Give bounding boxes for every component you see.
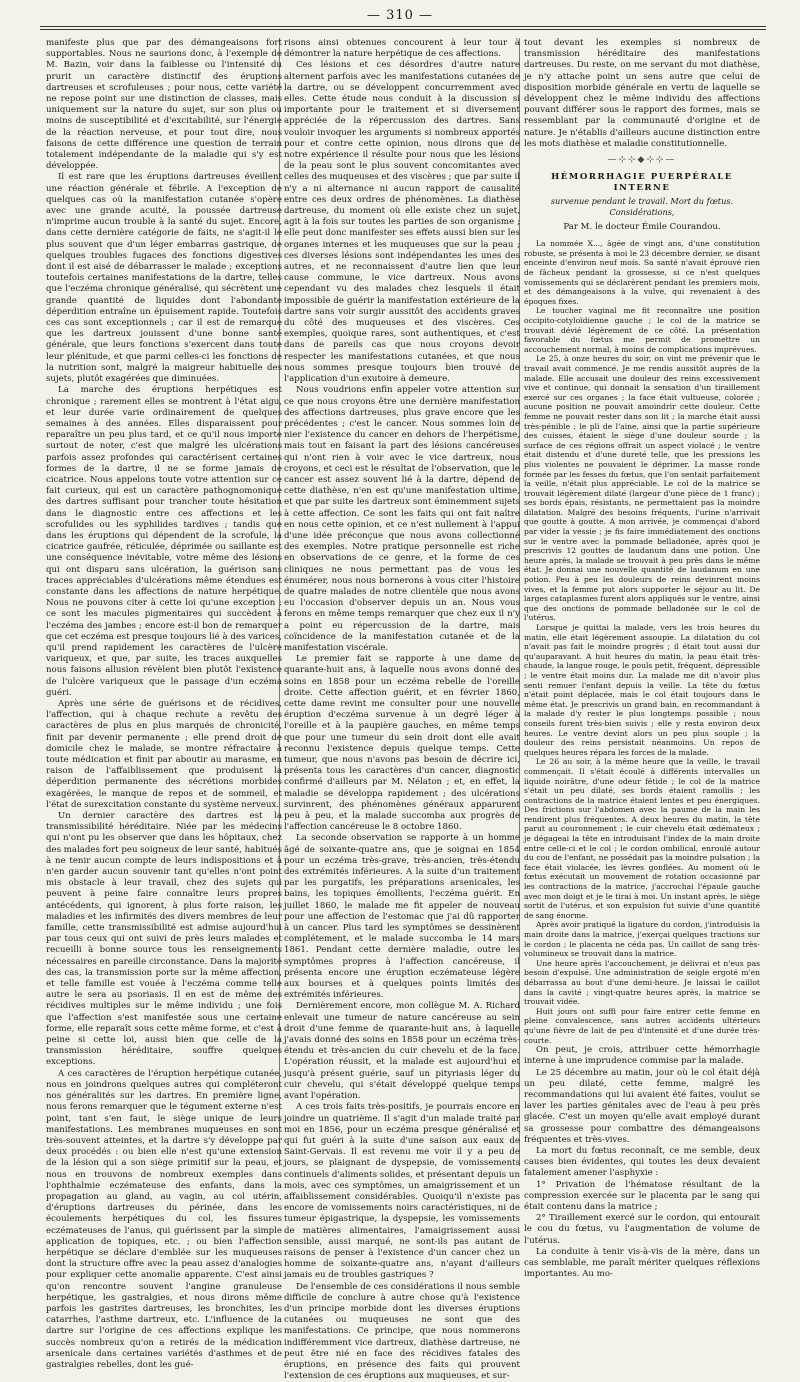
paragraph: De l'ensemble de ces considérations il nous semble difficile de conclure à autre chose qu'à l'existence d'un principe morbide dont les diverses éruptions cutanées ou muqueuses ne sont que des manifestations. Ce principe, que nous nommerons indifféremment vice dartreux, diathèse dartreuse, ne peut être nié en face des récidives fatales des éruptions, en présence des faits qui prouvent l'extension de ces éruptions aux muqueuses, et sur- xyxy=(284,1281,520,1382)
paragraph: La nommée X..., âgée de vingt ans, d'une constitution robuste, se présenta à moi le 23 décembre dernier, se disant enceinte d'environ neuf mois. Sa santé n'avait éprouvé rien de fâcheux pendant la grossesse, si ce n'est quelques vomissements qui se déclarèrent pendant les premiers mois, et des démangeaisons à la vulve, qui revenaient à des époques fixes. xyxy=(524,239,760,306)
paragraph: Le 25, à onze heures du soir, on vint me prévenir que le travail avait commencé. Je me rendis aussitôt auprès de la malade. Elle accusait une douleur des reins excessivement vive et continue, qui donnait la sensation d'un tiraillement exercé sur ces organes ; la face était vultueuse, colorée ; aucune position ne pouvait amoindrir cette douleur. Cette femme ne pouvait rester dans son lit ; la marche était aussi très-pénible ; le pli de l'aine, ainsi que la partie supérieure des cuisses, étaient le siège d'une douleur sourde ; la surface de ces régions offrait un aspect violacé ; le ventre était distendu et d'une dureté telle, que les pressions les plus violentes ne pouvaient le déprimer. La masse ronde formée par les fesses du fœtus, que l'on sentait parfaitement la veille, n'était plus appréciable. Le col de la matrice se trouvait légèrement dilaté (largeur d'une pièce de 1 franc) ; ses bords épais, résistants, ne permettaient pas la moindre dilatation. Malgré des besoins fréquents, l'urine n'arrivait que goutte à goutte. A mon arrivée, je commençai d'abord par vider la vessie ; je fis faire immédiatement des onctions sur le ventre avec la pommade belladonée, après quoi je prescrivis 12 gouttes de laudanum dans une potion. Une heure après, la malade se trouvait à peu près dans le même état. Je donnai une nouvelle quantité de laudanum en une potion. Peu à peu les douleurs de reins devinrent moins vives, et la femme put alors supporter le séjour au lit. De larges cataplasmes furent alors appliqués sur le ventre, ainsi que des onctions de pommade belladonée sur le col de l'utérus. xyxy=(524,354,760,623)
paragraph: Lorsque je quittai la malade, vers les trois heures du matin, elle était légèrement assoupie. La dilatation du col n'avait pas fait le moindre progrès ; il était tout aussi dur qu'auparavant. A huit heures du matin, la peau était très-chaude, la langue rouge, le pouls petit, fréquent, dépressible ; le ventre était moins dur. La malade me dit n'avoir plus senti remuer l'enfant depuis la veille. La tête du fœtus n'était point déplacée, mais le col était toujours dans le même état. Je prescrivis un grand bain, en recommandant à la malade d'y rester le plus longtemps possible ; nous conseils furent très-bien suivis ; elle y resta environ deux heures. Le ventre devint alors un peu plus souple ; la douleur des reins persistait néanmoins. Un repos de quelques heures répara les forces de la malade. xyxy=(524,623,760,757)
paragraph: La conduite à tenir vis-à-vis de la mère, dans un cas semblable, me paraît mériter quelques réflexions importantes. Au mo- xyxy=(524,1246,760,1280)
paragraph: Le toucher vaginal me fit reconnaître une position occipito-cotyloïdienne gauche ; le col de la matrice se trouvait dévié légèrement de ce côté. La présentation favorable du fœtus me permit de promettre un accouchement normal, à moins de complications imprévues. xyxy=(524,306,760,354)
page-number: — 310 — xyxy=(366,8,434,23)
article-byline: Par M. le docteur Émile Courandou. xyxy=(563,222,721,233)
column-right xyxy=(524,38,760,1280)
paragraph: tout devant les exemples si nombreux de transmission héréditaire des manifestations dartreuses. Du reste, on me servant du mot diathèse, je n'y attache point un sens autre que celui de disposition morbide générale en vertu de laquelle se développent chez le même individu des affections pouvant différer sous le rapport des formes, mais se ressemblant par la communauté d'origine et de nature. Je n'établis d'ailleurs aucune distinction entre les mots diathèse et maladie constitutionnelle. xyxy=(524,38,760,149)
paragraph: Le 26 au soir, à la même heure que la veille, le travail commençait. Il s'était écoulé à différents intervalles un liquide noirâtre, d'une odeur fétide ; le col de la matrice s'était un peu dilaté, ses bords étaient ramollis ; les contractions de la matrice étaient lentes et peu énergiques. Des frictions sur l'abdomen avec la paume de la main les rendirent plus fréquentes. A deux heures du matin, la tête parut au couronnement ; le cuir chevelu était œdémateux ; je dégageai la tête en introduisant l'index de la main droite entre celle-ci et le col ; le cordon ombilical, enroulé autour du cou de l'enfant, ne possédait pas la moindre pulsation ; la face était violacée, les lèvres gonflées. Au moment où le fœtus exécutait un mouvement de rotation occasionné par les contractions de la matrice, j'accrochai l'épaule gauche avec mon doigt et je le tirai à moi. Un instant après, le siège sortit de l'utérus, et son expulsion fut suivie d'une quantité de sang énorme. xyxy=(524,757,760,920)
paragraph: A ces trois faits très-positifs, je pourrais encore en joindre un quatrième. Il s'agit d'un malade traité par moi en 1856, pour un eczéma presque généralisé et qui fut guéri à la suite d'une saison aux eaux de Saint-Gervais. Il est revenu me voir il y a peu de jours, se plaignant de dyspepsie, de vomissements continuels d'aliments solides, et présentant depuis un mois, avec ces symptômes, un amaigrissement et un affaiblissement considérables. Quoiqu'il n'existe pas encore de vomissements noirs caractéristiques, ni de tumeur épigastrique, la dyspepsie, les vomissements de matières alimentaires, l'amaigrissement aussi sensible, aussi marqué, ne sont-ils pas autant de raisons de penser à l'existence d'un cancer chez un homme de soixante-quatre ans, n'ayant d'ailleurs jamais eu de troubles gastriques ? xyxy=(284,1102,520,1281)
paragraph: Le 25 décembre au matin, jour où le col était déjà un peu dilaté, cette femme, malgré les recommandations qui lui avaient été faites, voulut se laver les parties génitales avec de l'eau à peu près glacée. C'est un moyen qu'elle avait employé durant sa grossesse pour combattre des démangeaisons fréquentes et très-vives. xyxy=(524,1067,760,1145)
paragraph: Il est rare que les éruptions dartreuses éveillent une réaction générale et fébrile. A l'exception de quelques cas où la manifestation cutanée s'opère avec une grande acuité, la poussée dartreuse n'imprime aucun trouble à la santé du sujet. Encore, dans cette dernière catégorie de faits, ne s'agit-il le plus souvent que d'un léger embarras gastrique, de quelques troubles fugaces des fonctions digestives dont il est aisé de débarrasser le malade ; exceptions toutefois certaines manifestations de la dartre, telles que l'eczéma chronique généralisé, qui sécrètent une grande quantité de liquides dont l'abondante déperdition entraîne un épuisement rapide. Toutefois ces cas sont exceptionnels ; car il est de remarque que les dartreux jouissent d'une bonne santé générale, que leurs fonctions s'exercent dans toute leur plénitude, et que parmi celles-ci les fonctions de la nutrition sont, malgré la maigreur habituelle des sujets, plutôt exagérées que diminuées. xyxy=(46,172,282,385)
paragraph: risons ainsi obtenues concourent à leur tour à démontrer la nature herpétique de ces affections. xyxy=(284,38,520,60)
column-middle xyxy=(284,38,520,1382)
section-separator: —⊹⊹◆⊹⊹— xyxy=(607,155,677,166)
paragraph: Nous voudrions enfin appeler votre attention sur ce que nous croyons être une dernière manifestation des affections dartreuses, plus grave encore que les précédentes ; c'est le cancer. Nous sommes loin de nier l'existence du cancer en dehors de l'herpétisme, mais tout en faisant la part des lésions cancéreuses qui n'ont rien à voir avec le vice dartreux, nous croyons, et ceci est le résultat de l'observation, que le cancer est assez souvent lié à la dartre, dépend de cette diathèse, n'en est qu'une manifestation ultime, et que par suite les dartreux sont éminemment sujets à cette affection. Ce sont les faits qui ont fait naître en nous cette opinion, et ce n'est nullement à l'appui d'une idée préconçue que nous avons collectionné des exemples. Notre pratique personnelle est riche en observations de ce genre, et la forme de ces cliniques ne nous permettant pas de vous les énumérer, nous nous bornerons à vous citer l'histoire de quatre malades de notre clientèle que nous avons eu l'occasion d'observer depuis un an. Nous vous ferons en même temps remarquer que chez eux il n'y a point eu répercussion de la dartre, mais coïncidence de la manifestation cutanée et de la manifestation viscérale. xyxy=(284,385,520,653)
paragraph: La seconde observation se rapporte à un homme âgé de soixante-quatre ans, que je soignai en 1854 pour un eczéma très-grave, très-ancien, très-étendu des extrémités inférieures. A la suite d'un traitement par les purgatifs, les préparations arsenicales, les bains, les topiques émollients, l'eczéma guérit. En juillet 1860, le malade me fit appeler de nouveau pour une affection de l'estomac que j'ai dû rapporter à un cancer. Plus tard les symptômes se dessinèrent complétement, et le malade succomba le 14 mars 1861. Pendant cette dernière maladie, outre les symptômes propres à l'affection cancéreuse, il présenta encore une éruption eczémateuse légère aux bourses et à quelques points limités des extrémités inférieures. xyxy=(284,833,520,1001)
article-title: HÉMORRHAGIE PUERPÉRALE INTERNE xyxy=(551,172,733,194)
paragraph: Après avoir pratiqué la ligature du cordon, j'introduisis la main droite dans la matrice, j'exerçai quelques tractions sur le cordon ; le placenta ne céda pas. Un caillot de sang très-volumineux se trouvait dans la matrice. xyxy=(524,920,760,959)
paragraph: 1° Privation de l'hématose résultant de la compression exercée sur le placenta par le sang qui était contenu dans la matrice ; xyxy=(524,1179,760,1212)
paragraph: Une heure après l'accouchement, je délivrai et n'eus pas besoin d'expulsé. Une administration de seigle ergoté m'en débarrassa au bout d'une demi-heure. Je laissai le caillot dans la cavité ; vingt-quatre heures après, la matrice se trouvait vidée. xyxy=(524,958,760,1007)
paragraph: La mort du fœtus reconnaît, ce me semble, deux causes bien évidentes, qui toutes les deux devaient fatalement amener l'asphyxie : xyxy=(524,1145,760,1179)
paragraph: Huit jours ont suffi pour faire entrer cette femme en pleine convalescence, sans autres accidents ultérieurs qu'une fièvre de lait de peu d'intensité et d'une durée très-courte. xyxy=(524,1006,760,1045)
column-left xyxy=(46,38,282,1370)
paragraph: Ces lésions et ces désordres d'autre nature alternent parfois avec les manifestations cutanées de la dartre, ou se développent concurremment avec elles. Cette étude nous conduit à la discussion si importante pour le traitement et si diversement appréciée de la répercussion des dartres. Sans vouloir invoquer les arguments si nombreux apportés pour et contre cette opinion, nous dirons que de notre expérience il résulte pour nous que les lésions de la peau sont le plus souvent concomitantes avec celles des muqueuses et des viscères ; que par suite il n'y a ni alternance ni aucun rapport de causalité entre ces deux ordres de phénomènes. La diathèse dartreuse, du moment où elle existe chez un sujet, agit à la fois sur toutes les parties de son organisme ; elle peut donc manifester ses effets aussi bien sur les organes internes et les muqueuses que sur la peau ; ces diverses lésions sont indépendantes les unes des autres, et ne reconnaissent d'autre lien que leur cause commune, le vice dartreux. Nous avons cependant vu des malades chez lesquels il était impossible de guérir la manifestation extérieure de la dartre sans voir surgir aussitôt des accidents graves du côté des muqueuses et des viscères. Ces exemples, quoique rares, sont authentiques, et c'est dans de pareils cas que nous croyons devoir respecter les manifestations cutanées, et que nous nous sommes presque toujours bien trouvé de l'application d'un exutoire à demeure. xyxy=(284,60,520,385)
paragraph: Un dernier caractère des dartres est la transmissibilité héréditaire. Niée par les médecins qui n'ont pu les observer que dans les hôpitaux, chez des malades fort peu soigneux de leur santé, habitués à ne tenir aucun compte de leurs indispositions et à n'en garder aucun souvenir tant qu'elles n'ont point mis obstacle à leur travail, chez des sujets qui peuvent à peine faire connaître leurs propres antécédents, qui ignorent, à plus forte raison, les maladies et les infirmités des divers membres de leur famille, cette transmissibilité est admise aujourd'hui par tous ceux qui ont suivi de près leurs malades et recueilli à bonne source tous les renseignements nécessaires en pareille circonstance. Dans la majorité des cas, la transmission porte sur la même affection, et telle famille est vouée à l'eczéma comme telle autre le sera au psoriasis. Il en est de même des récidives multiples sur le même individu ; une fois que l'affection s'est manifestée sous une certaine forme, elle reparaît sous cette même forme, et c'est à peine si cette loi, aussi bien que celle de la transmission héréditaire, souffre quelques exceptions. xyxy=(46,811,282,1068)
header-rule xyxy=(40,26,766,30)
paragraph: Après une série de guérisons et de récidives, l'affection, qui à chaque rechute a revêtu des caractères de plus en plus marqués de chronicité, finit par devenir permanente ; elle prend droit de domicile chez le malade, se montre réfractaire à toute médication et finit par aboutir au marasme, en raison de l'affaiblissement que produisent la déperdition permanente des sécrétions morbides exagérées, le manque de repos et de sommeil, et l'état de surexcitation constante du système nerveux. xyxy=(46,698,282,810)
case-report xyxy=(524,239,760,1045)
paragraph: manifeste plus que par des démangeaisons fort supportables. Nous ne saurions donc, à l'exemple de M. Bazin, voir dans la faiblesse ou l'intensité du prurit un caractère distinctif des éruptions dartreuses et scrofuleuses ; pour nous, cette variété ne repose point sur une distinction de classes, mais uniquement sur la nature du sujet, sur son plus ou moins de susceptibilité et d'excitabilité, sur l'énergie de la réaction nerveuse, et pour tout dire, nous faisons de cette différence une question de terrain totalement indépendante de la maladie qui s'y est développée. xyxy=(46,38,282,172)
paragraph: La marche des éruptions herpétiques est chronique ; rarement elles se montrent à l'état aigu, et leur durée varie ordinairement de quelques semaines à des années. Elles disparaissent pour reparaître un peu plus tard, et ce qu'il nous importe surtout de noter, c'est que malgré les ulcérations parfois assez profondes qui caractérisent certaines formes de la dartre, il ne se forme jamais de cicatrice. Nous appelons toute votre attention sur ce fait curieux, qui est un caractère pathognomonique des dartres suffisant pour trancher toute hésitation dans le diagnostic entre ces affections et les scrofulides ou les syphilides tardives ; tandis que dans les éruptions qui dépendent de la scrofule, la cicatrice gaufrée, réticulée, déprimée ou saillante est une conséquence inévitable, votre même des lésions qui ont disparu sans ulcération, la guérison sans traces appréciables d'ulcérations même étendues est constante dans les affections de nature herpétique. Nous ne pouvons citer à cette loi qu'une exception : ce sont les macules pigmentaires qui succèdent à l'eczéma des jambes ; encore est-il bon de remarquer que cet eczéma est presque toujours lié à des varices, qu'il prend rapidement les caractères de l'ulcère variqueux, et que, par suite, les traces auxquelles nous faisons allusion révèlent bien plutôt l'existence de l'ulcère variqueux que le passage d'un eczéma guéri. xyxy=(46,385,282,698)
article-subtitle: survenue pendant le travail. Mort du fœtus. Considérations, xyxy=(550,195,734,217)
paragraph: On peut, je crois, attribuer cette hémorrhagie interne à une imprudence commise par la malade. xyxy=(524,1045,760,1067)
paragraph: Dernièrement encore, mon collègue M. A. Richard enlevait une tumeur de nature cancéreuse au sein droit d'une femme de quarante-huit ans, à laquelle j'avais donné des soins en 1858 pour un eczéma très-étendu et très-ancien du cuir chevelu et de la face. L'opération réussit, et la malade est aujourd'hui et jusqu'à présent guérie, sauf un pityriasis léger du cuir chevelu, qui s'était développé quelque temps avant l'opération. xyxy=(284,1001,520,1102)
paragraph: 2° Tiraillement exercé sur le cordon, qui entourait le cou du fœtus, vu l'augmentation de volume de l'utérus. xyxy=(524,1213,760,1246)
paragraph: Le premier fait se rapporte à une dame de quarante-huit ans, à laquelle nous avons donné des soins en 1858 pour un eczéma rebelle de l'oreille droite. Cette affection guérit, et en février 1860, cette dame revint me consulter pour une nouvelle éruption d'eczéma survenue à un degré léger à l'oreille et à la paupière gauches, en même temps que pour une tumeur du sein droit dont elle avait reconnu l'existence depuis quelque temps. Cette tumeur, que nous n'avons pas besoin de décrire ici, présenta tous les caractères d'un cancer, diagnostic confirmé d'ailleurs par M. Nélaton ; et, en effet, la maladie se développa rapidement ; des ulcérations survinrent, des phénomènes généraux apparurent peu à peu, et la malade succomba aux progrès de l'affection cancéreuse le 8 octobre 1860. xyxy=(284,654,520,833)
paragraph: A ces caractères de l'éruption herpétique cutanée, nous en joindrons quelques autres qui compléteront nos généralités sur les dartres. En première ligne, nous ferons remarquer que le tégument externe n'est point, tant s'en faut, le siège unique de leurs manifestations. Les membranes muqueuses en sont très-souvent atteintes, et la dartre s'y développe par deux procédés : ou bien elle n'est qu'une extension de la lésion qui a son siège primitif sur la peau, et nous en trouvons de nombreux exemples dans l'ophthalmie eczémateuse des enfants, dans la propagation au gland, au vagin, au col utérin, d'éruptions dartreuses du périnée, dans les écoulements herpétiques du col, les fissures eczémateuses de l'anus, qui guérissent par la simple application de topiques, etc. ; ou bien l'affection herpétique se déclare d'emblée sur les muqueuses dont la structure offre avec la peau assez d'analogies pour expliquer cette anomalie apparente. C'est ainsi qu'on rencontre souvent l'angine granuleuse herpétique, les gastralgies, et nous dirons même parfois les gastrites dartreuses, les bronchites, les catarrhes, l'asthme dartreux, etc. L'influence de la dartre sur l'origine de ces affections explique les succès nombreux qu'on a retirés de la médication arsenicale dans certaines variétés d'asthmes et de gastralgies rebelles, dont les gué- xyxy=(46,1068,282,1370)
